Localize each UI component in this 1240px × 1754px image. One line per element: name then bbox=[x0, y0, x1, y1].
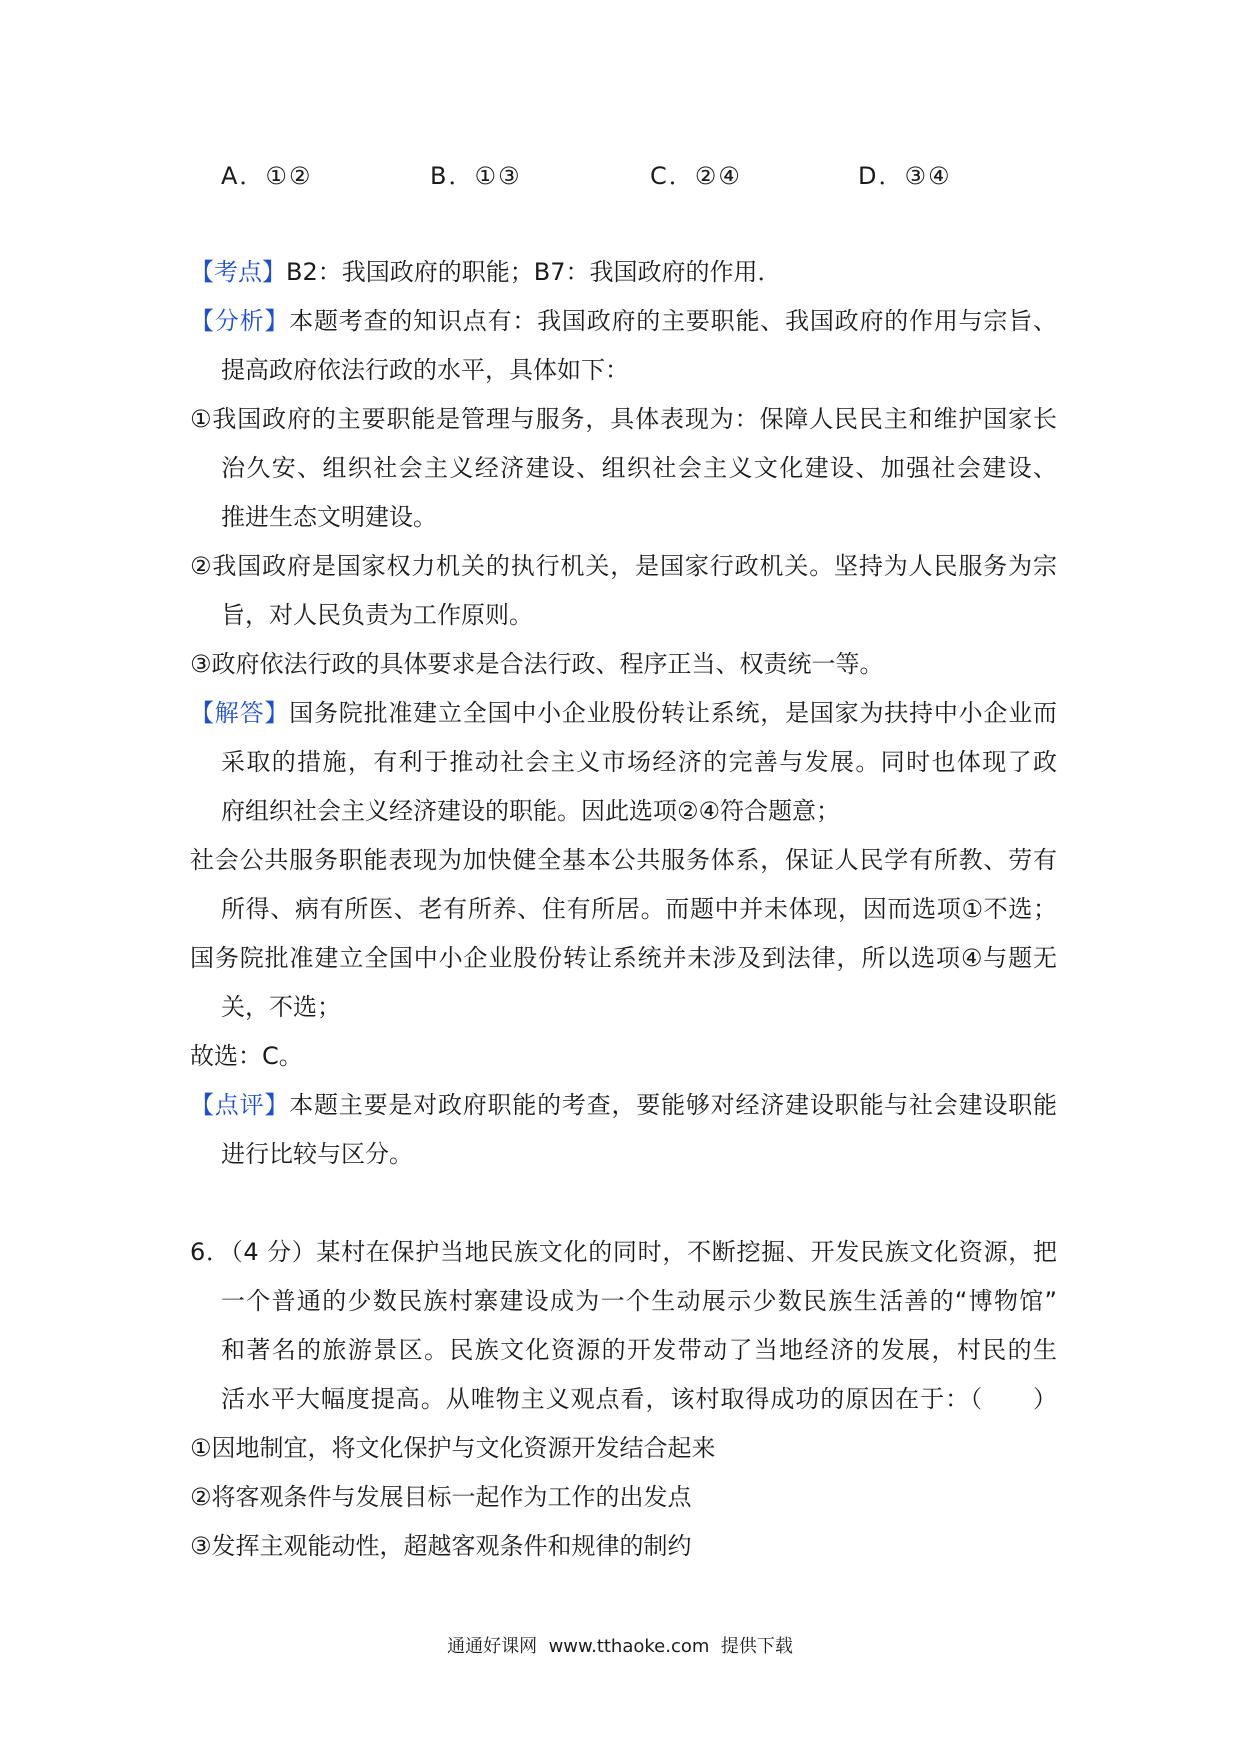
option-c: C．②④ bbox=[650, 162, 742, 190]
kaodian-label: 【考点】 bbox=[190, 258, 286, 286]
point-2-line: ②我国政府是国家权力机关的执行机关，是国家行政机关。坚持为人民服务为宗 bbox=[190, 552, 1057, 580]
dianping-label: 【点评】 bbox=[190, 1091, 290, 1119]
fenxi-line bbox=[190, 297, 1057, 346]
kaodian-text: B2：我国政府的职能；B7：我国政府的作用． bbox=[286, 258, 782, 286]
dianping-text: 本题主要是对政府职能的考查，要能够对经济建设职能与社会建设职能 bbox=[289, 1091, 1058, 1119]
option-a: A．①② bbox=[221, 162, 313, 190]
page-footer: 通通好课网 www.tthaoke.com 提供下载 bbox=[447, 1636, 793, 1657]
blank-line bbox=[190, 1179, 1057, 1228]
dianping-line bbox=[190, 1081, 1057, 1130]
jieda-label: 【解答】 bbox=[190, 699, 290, 727]
fenxi-text: 本题考查的知识点有：我国政府的主要职能、我国政府的作用与宗旨、 bbox=[289, 307, 1058, 335]
question-6-statement-1: ①因地制宜，将文化保护与文化资源开发结合起来 bbox=[190, 1434, 716, 1462]
note-2-line: 关，不选； bbox=[221, 993, 341, 1021]
jieda-line bbox=[190, 689, 1057, 738]
final-answer: 故选：C。 bbox=[190, 1042, 303, 1070]
dianping-line: 进行比较与区分。 bbox=[221, 1140, 413, 1168]
point-3-line: ③政府依法行政的具体要求是合法行政、程序正当、权责统一等。 bbox=[190, 650, 884, 678]
option-d: D．③④ bbox=[858, 162, 952, 190]
fenxi-line: 提高政府依法行政的水平，具体如下： bbox=[221, 356, 629, 384]
answer-options bbox=[0, 152, 1240, 201]
fenxi-label: 【分析】 bbox=[190, 307, 290, 335]
question-6-statement-2: ②将客观条件与发展目标一起作为工作的出发点 bbox=[190, 1483, 692, 1511]
note-1-line: 所得、病有所医、老有所养、住有所居。而题中并未体现，因而选项①不选； bbox=[221, 895, 1057, 923]
point-2-line: 旨，对人民负责为工作原则。 bbox=[221, 601, 533, 629]
question-6-stem-line: 6．（4 分）某村在保护当地民族文化的同时，不断挖掘、开发民族文化资源，把 bbox=[190, 1238, 1057, 1266]
option-b: B．①③ bbox=[430, 162, 522, 190]
jieda-line: 采取的措施，有利于推动社会主义市场经济的完善与发展。同时也体现了政 bbox=[221, 748, 1057, 776]
question-6-stem-line: 和著名的旅游景区。民族文化资源的开发带动了当地经济的发展，村民的生 bbox=[221, 1336, 1057, 1364]
question-6-stem-line: 活水平大幅度提高。从唯物主义观点看，该村取得成功的原因在于：（ ） bbox=[221, 1385, 1057, 1413]
jieda-text: 国务院批准建立全国中小企业股份转让系统，是国家为扶持中小企业而 bbox=[289, 699, 1058, 727]
question-6-stem-line: 一个普通的少数民族村寨建设成为一个生动展示少数民族生活善的“博物馆” bbox=[221, 1287, 1057, 1315]
point-1-line: 治久安、组织社会主义经济建设、组织社会主义文化建设、加强社会建设、 bbox=[221, 454, 1057, 482]
kaodian-line bbox=[190, 248, 1057, 297]
note-1-line: 社会公共服务职能表现为加快健全基本公共服务体系，保证人民学有所教、劳有 bbox=[190, 846, 1057, 874]
note-2-line: 国务院批准建立全国中小企业股份转让系统并未涉及到法律，所以选项④与题无 bbox=[190, 944, 1057, 972]
solution-body bbox=[190, 248, 1057, 1571]
question-6-statement-3: ③发挥主观能动性，超越客观条件和规律的制约 bbox=[190, 1532, 692, 1560]
point-1-line: ①我国政府的主要职能是管理与服务，具体表现为：保障人民民主和维护国家长 bbox=[190, 405, 1057, 433]
jieda-line: 府组织社会主义经济建设的职能。因此选项②④符合题意； bbox=[221, 797, 841, 825]
point-1-line: 推进生态文明建设。 bbox=[221, 503, 437, 531]
